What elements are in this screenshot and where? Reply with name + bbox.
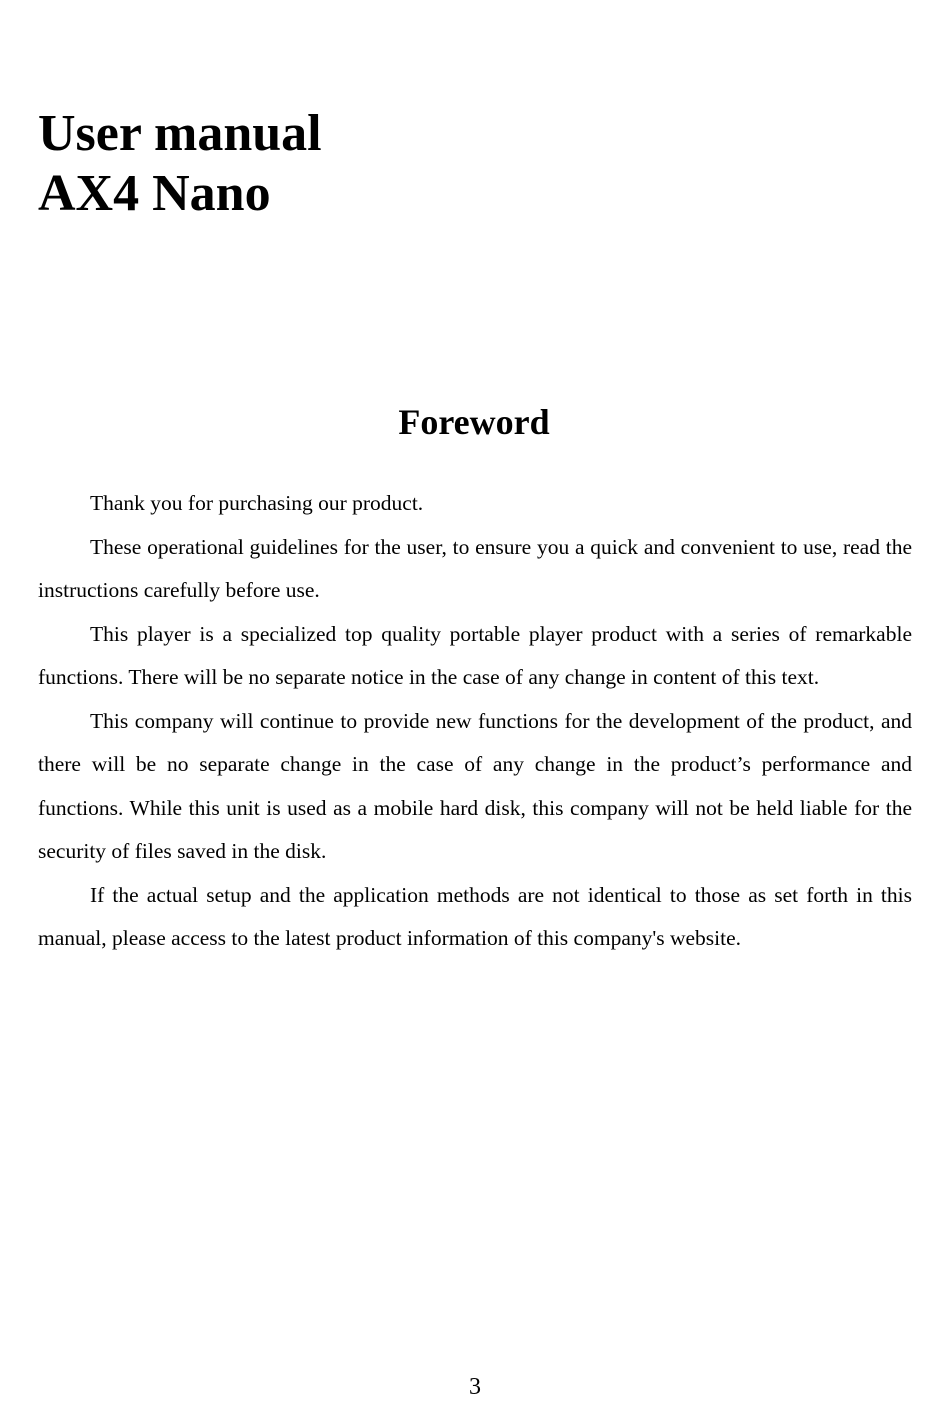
title-line-product-name: AX4 Nano — [38, 165, 271, 222]
foreword-paragraph-thanks: Thank you for purchasing our product. — [90, 491, 424, 515]
title-line-user-manual: User manual — [38, 105, 322, 162]
foreword-body — [38, 482, 912, 961]
document-title — [38, 104, 910, 224]
foreword-paragraph-player: This player is a specialized top quality portable player product with a series of remarkable functions. There will be no separate notice in the case of any change in content of this text. — [38, 621, 912, 689]
foreword-heading: Foreword — [398, 402, 550, 442]
page-number: 3 — [469, 1374, 481, 1400]
foreword-paragraph-website: If the actual setup and the application methods are not identical to those as set forth in this manual, please access to the latest product information of this company's website. — [38, 882, 912, 950]
foreword-paragraph-guidelines: These operational guidelines for the user, to ensure you a quick and convenient to use, read the instructions carefully before use. — [38, 534, 912, 602]
foreword-paragraph-company: This company will continue to provide new functions for the development of the product, and there will be no separate change in the case of any change in the product’s performance and functions. While this unit is used as a mobile hard disk, this company will not be held liable for the security of files saved in the disk. — [38, 708, 912, 863]
